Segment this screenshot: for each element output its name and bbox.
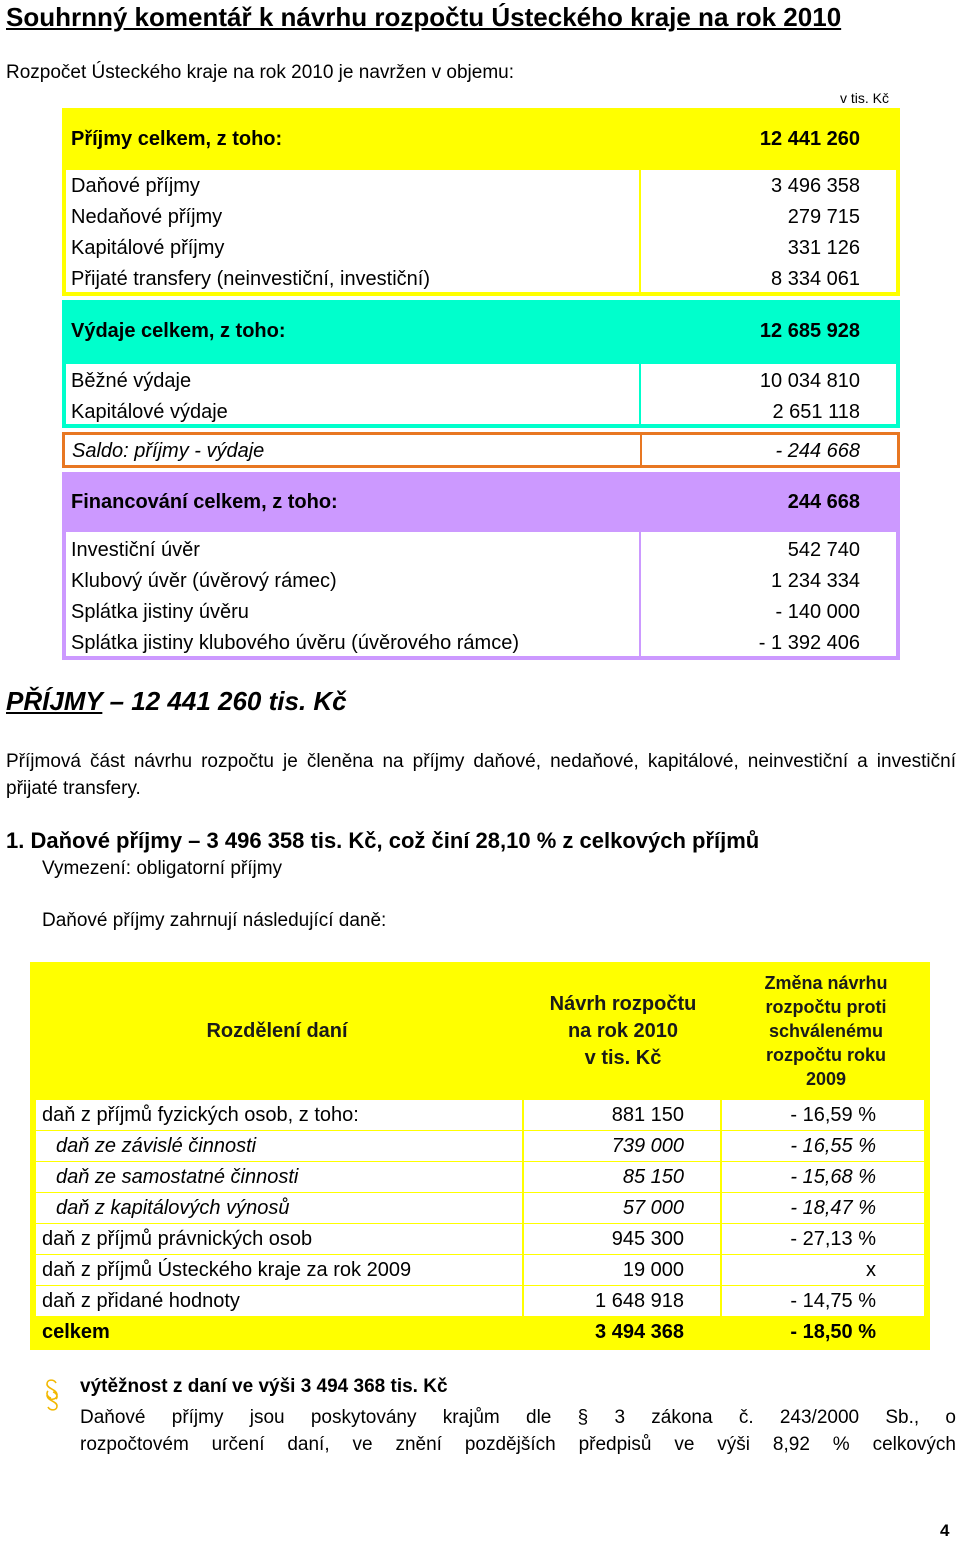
- tax-value: 57 000: [524, 1193, 720, 1223]
- tax-name: daň ze závislé činnosti: [36, 1131, 522, 1161]
- table-row: [30, 1286, 930, 1317]
- tax-name: daň z kapitálových výnosů: [36, 1193, 522, 1223]
- financing-item-value: - 1 392 406: [758, 632, 860, 654]
- expense-item-label: Běžné výdaje: [71, 370, 192, 392]
- income-total-label: Příjmy celkem, z toho:: [71, 128, 283, 150]
- tax-change: - 16,55 %: [722, 1131, 924, 1161]
- income-item-label: Daňové příjmy: [71, 175, 200, 197]
- tax-value: 19 000: [524, 1255, 720, 1285]
- bullet-heading: výtěžnost z daní ve výši 3 494 368 tis. Kč: [80, 1376, 448, 1397]
- definition-text: Vymezení: obligatorní příjmy: [42, 858, 283, 879]
- financing-item-value: 1 234 334: [771, 570, 860, 592]
- header-line: Návrh rozpočtu: [549, 992, 697, 1015]
- income-item-value: 331 126: [787, 237, 860, 259]
- tax-name: daň z příjmů Ústeckého kraje za rok 2009: [36, 1255, 522, 1285]
- tax-header-col1: Rozdělení daní: [206, 1019, 348, 1042]
- financing-item-label: Splátka jistiny úvěru: [71, 601, 249, 623]
- tax-value: 945 300: [524, 1224, 720, 1254]
- header-line: rozpočtu proti: [765, 997, 887, 1017]
- page-number: 4: [940, 1521, 950, 1540]
- expense-total-value: 12 685 928: [759, 320, 860, 342]
- financing-block: [62, 472, 900, 660]
- tax-change: - 27,13 %: [722, 1224, 924, 1254]
- tax-change: - 18,47 %: [722, 1193, 924, 1223]
- tax-value: 881 150: [524, 1100, 720, 1130]
- tax-name: daň ze samostatné činnosti: [36, 1162, 522, 1192]
- tax-change: - 14,75 %: [722, 1286, 924, 1316]
- intro-text: Rozpočet Ústeckého kraje na rok 2010 je navržen v objemu:: [6, 62, 514, 83]
- header-line: schválenému: [768, 1021, 884, 1041]
- page-title: Souhrnný komentář k návrhu rozpočtu Ústeckého kraje na rok 2010: [6, 2, 842, 32]
- expense-item-value: 2 651 118: [772, 401, 860, 423]
- income-block: [62, 108, 900, 296]
- income-item-value: 8 334 061: [771, 268, 860, 290]
- table-row: [30, 1162, 930, 1193]
- income-total-value: 12 441 260: [759, 128, 860, 150]
- financing-item-label: Splátka jistiny klubového úvěru (úvěrového rámce): [71, 632, 519, 654]
- tax-value: 85 150: [524, 1162, 720, 1192]
- unit-label: v tis. Kč: [840, 90, 890, 106]
- financing-item-value: 542 740: [787, 539, 860, 561]
- section-heading-word: PŘÍJMY: [6, 686, 103, 716]
- table-row: [30, 1131, 930, 1162]
- bullet-text-line2: rozpočtovém určení daní, ve znění pozdějších předpisů ve výši 8,92 % celkových: [80, 1434, 956, 1455]
- tax-header-col2: [524, 962, 722, 1100]
- table-row: [30, 1193, 930, 1224]
- header-line: na rok 2010: [567, 1019, 679, 1042]
- header-line: rozpočtu roku: [766, 1045, 886, 1065]
- income-item-label: Přijaté transfery (neinvestiční, investiční): [71, 268, 431, 290]
- table-row: [30, 1224, 930, 1255]
- expense-total-label: Výdaje celkem, z toho:: [71, 320, 286, 342]
- income-item-value: 279 715: [787, 206, 860, 228]
- balance-label: Saldo: příjmy - výdaje: [72, 440, 265, 462]
- financing-total-value: 244 668: [787, 491, 860, 513]
- income-item-label: Kapitálové příjmy: [71, 237, 225, 259]
- header-line: Změna návrhu: [764, 973, 888, 993]
- table-total-row: [30, 1317, 930, 1348]
- section-sign-bullet-icon: [42, 1378, 62, 1412]
- table-row: [30, 1255, 930, 1286]
- bullet-text-line1: Daňové příjmy jsou poskytovány krajům dle § 3 zákona č. 243/2000 Sb., o: [80, 1407, 956, 1428]
- header-line: 2009: [805, 1069, 847, 1089]
- tax-total-change: - 18,50 %: [790, 1321, 876, 1343]
- tax-name: daň z příjmů fyzických osob, z toho:: [36, 1100, 522, 1130]
- tax-value: 739 000: [524, 1131, 720, 1161]
- tax-change: x: [722, 1255, 924, 1285]
- tax-header-col3: [722, 962, 930, 1100]
- section-heading: [6, 686, 347, 717]
- expense-item-label: Kapitálové výdaje: [71, 401, 228, 423]
- financing-item-label: Investiční úvěr: [71, 539, 200, 561]
- financing-total-label: Financování celkem, z toho:: [71, 491, 338, 513]
- financing-item-value: - 140 000: [775, 601, 860, 623]
- section-heading-amount: – 12 441 260 tis. Kč: [102, 686, 347, 716]
- tax-value: 1 648 918: [524, 1286, 720, 1316]
- table-row: [30, 1100, 930, 1131]
- tax-change: - 15,68 %: [722, 1162, 924, 1192]
- balance-row: [62, 432, 900, 468]
- tax-income-heading: 1. Daňové příjmy – 3 496 358 tis. Kč, což činí 28,10 % z celkových příjmů: [6, 828, 760, 853]
- tax-table: [30, 962, 930, 1350]
- tax-total-name: celkem: [42, 1321, 110, 1343]
- income-item-label: Nedaňové příjmy: [71, 206, 223, 228]
- expense-block: [62, 300, 900, 428]
- tax-name: daň z příjmů právnických osob: [36, 1224, 522, 1254]
- tax-intro-text: Daňové příjmy zahrnují následující daně:: [42, 910, 387, 931]
- tax-name: daň z přidané hodnoty: [36, 1286, 522, 1316]
- expense-item-value: 10 034 810: [759, 370, 860, 392]
- income-item-value: 3 496 358: [771, 175, 860, 197]
- income-paragraph: Příjmová část návrhu rozpočtu je členěna na příjmy daňové, nedaňové, kapitálové, neinvestiční a investiční přijaté transfery.: [6, 751, 956, 799]
- financing-item-label: Klubový úvěr (úvěrový rámec): [71, 570, 337, 592]
- tax-total-value: 3 494 368: [595, 1321, 684, 1343]
- balance-value: - 244 668: [775, 440, 860, 462]
- header-line: v tis. Kč: [584, 1046, 662, 1069]
- tax-change: - 16,59 %: [722, 1100, 924, 1130]
